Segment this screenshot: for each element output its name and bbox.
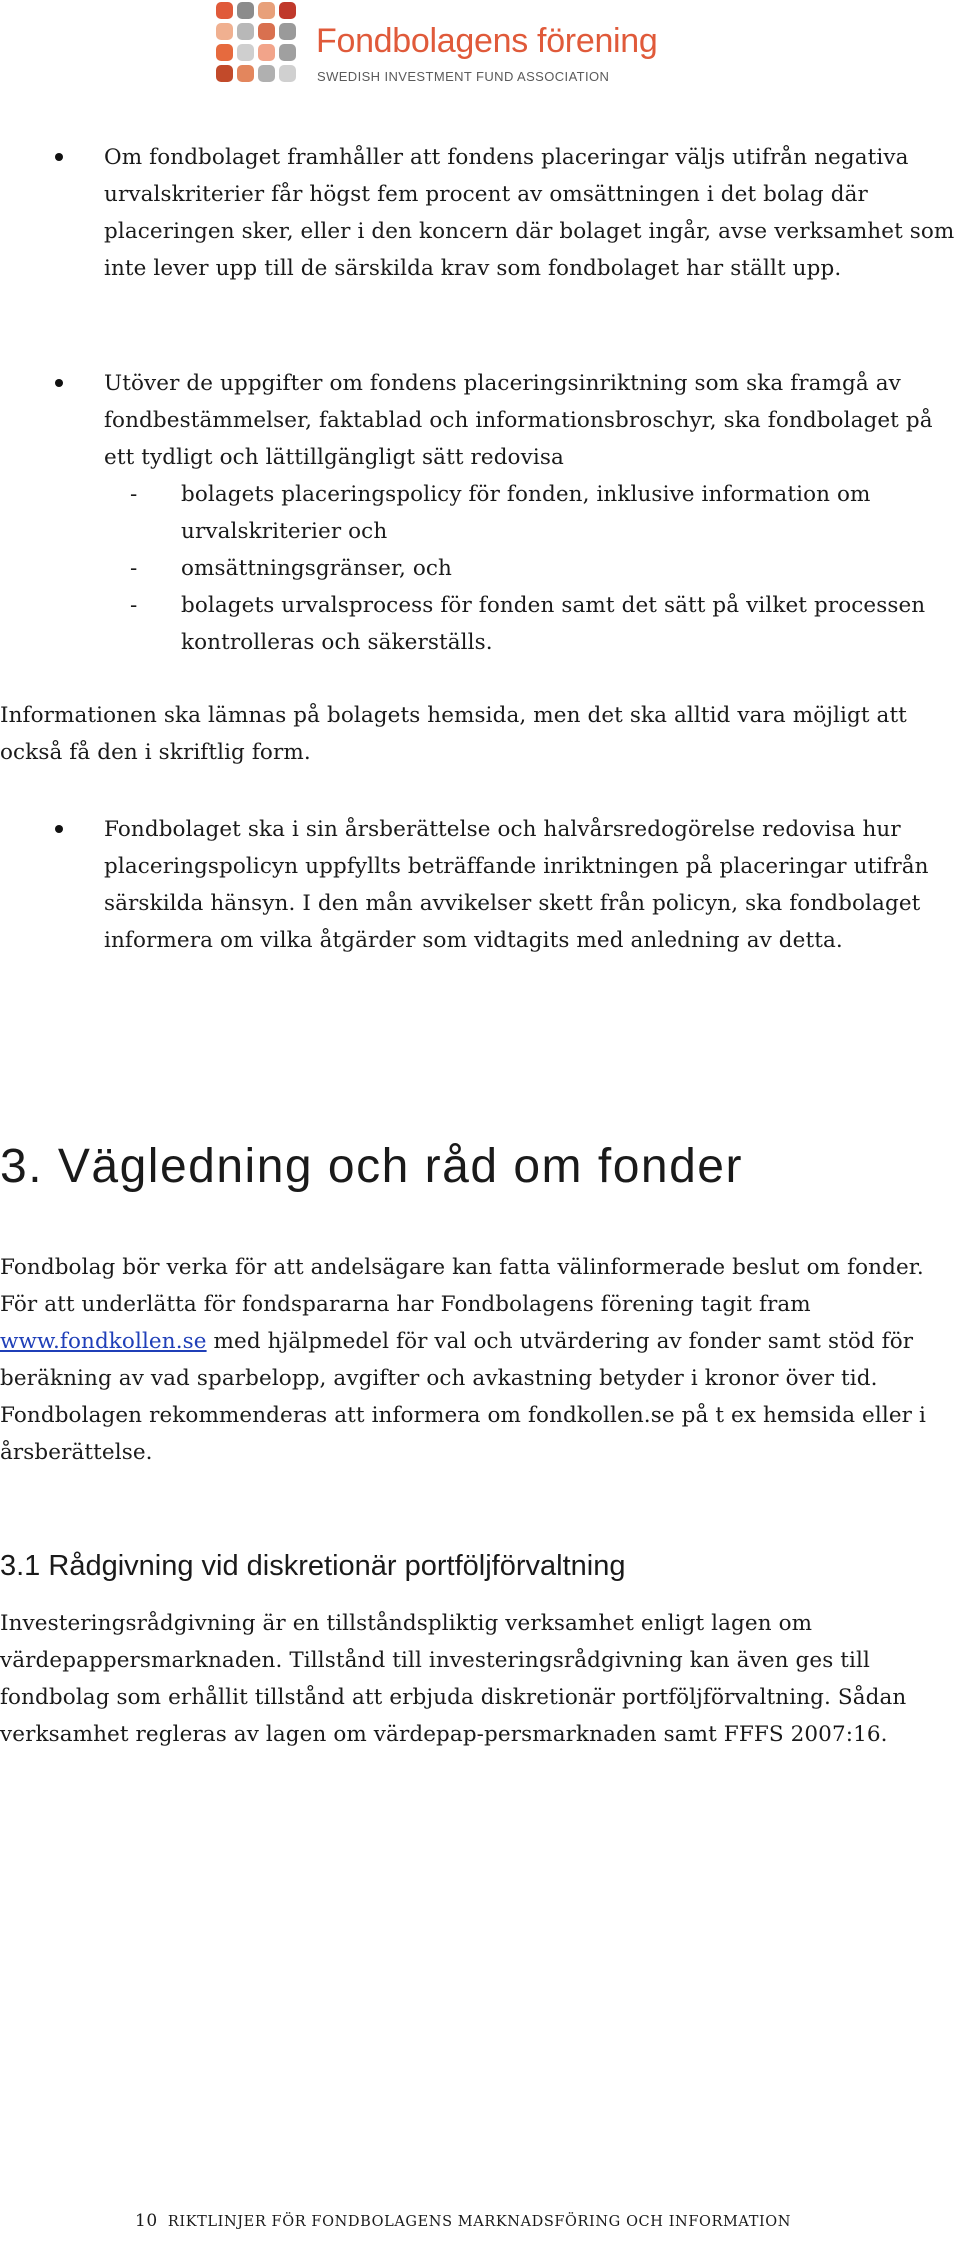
logo-square [279,2,296,19]
logo-square [216,23,233,40]
paragraph-info [0,697,960,771]
dash-marker: - [130,556,138,581]
logo-square [279,23,296,40]
section-31-paragraph [0,1605,960,1753]
footer-title: RIKTLINJER FÖR FONDBOLAGENS MARKNADSFÖRING OCH INFORMATION [167,2214,792,2230]
logo-square [258,23,275,40]
dash-text: bolagets placeringspolicy för fonden, inklusive information om urvalskriterier och [181,482,871,544]
bullet-text: Om fondbolaget framhåller att fondens placeringar väljs utifrån negativa urvalskriterier får högst fem procent av omsättningen i det bolag där placeringen sker, eller i den koncern där bolaget ingår, avse verksamhet som inte lever upp till de särskilda krav som fondbolaget har ställt upp. [104,145,955,281]
fondkollen-link[interactable]: www.fondkollen.se [0,1329,207,1354]
logo-square [237,65,254,82]
logo-square [258,2,275,19]
page-footer [135,2211,791,2231]
paragraph-text-part: Fondbolag bör verka för att andelsägare kan fatta välinformerade beslut om fonder. För att underlätta för fondspararna har Fondbolagens förening tagit fram [0,1255,924,1317]
logo-mark [216,2,296,82]
dash-text: bolagets urvalsprocess för fonden samt det sätt på vilket processen kontrolleras och säkerställs. [181,593,926,655]
logo-square [216,2,233,19]
logo-square [237,23,254,40]
paragraph-text: Informationen ska lämnas på bolagets hemsida, men det ska alltid vara möjligt att också få den i skriftlig form. [0,703,907,765]
logo-square [258,65,275,82]
logo-square [216,44,233,61]
page-number: 10 [135,2211,158,2231]
logo-square [279,44,296,61]
dash-marker: - [130,482,138,507]
bullet-icon [55,379,63,387]
section-3-paragraph [0,1249,960,1471]
section-heading: 3. Vägledning och råd om fonder [0,1140,743,1193]
logo-square [279,65,296,82]
dash-marker: - [130,593,138,618]
subsection-heading: 3.1 Rådgivning vid diskretionär portföljförvaltning [0,1550,626,1582]
bullet-text: Fondbolaget ska i sin årsberättelse och halvårsredogörelse redovisa hur placeringspolicyn uppfyllts beträffande inriktningen på placeringar utifrån särskilda hänsyn. I den mån avvikelser skett från policyn, ska fondbolaget informera om vilka åtgärder som vidtagits med anledning av detta. [104,817,929,953]
bullet-text: Utöver de uppgifter om fondens placeringsinriktning som ska framgå av fondbestämmelser, faktablad och informationsbroschyr, ska fondbolaget på ett tydligt och lättillgängligt sätt redovisa [104,371,933,470]
bullet-icon [55,153,63,161]
paragraph-text [0,1249,945,1471]
paragraph-text-part: med hjälpmedel för val och utvärdering av fonder samt stöd för beräkning av vad sparbelopp, avgifter och avkastning betyder i kronor över tid. Fondbolagen rekommenderas att informera om fondkollen.se på t ex hemsida eller i årsberättelse. [0,1329,926,1465]
logo-subtitle: SWEDISH INVESTMENT FUND ASSOCIATION [317,69,610,84]
logo-square [216,65,233,82]
dash-text: omsättningsgränser, och [181,556,453,581]
logo [216,0,658,92]
logo-square [258,44,275,61]
logo-title: Fondbolagens förening [316,22,658,60]
paragraph-text: Investeringsrådgivning är en tillståndspliktig verksamhet enligt lagen om värdepappersmarknaden. Tillstånd till investeringsrådgivning kan även ges till fondbolag som erhållit tillstånd att erbjuda diskretionär portföljförvaltning. Sådan verksamhet regleras av lagen om värdepap-persmarknaden samt FFFS 2007:16. [0,1611,907,1747]
logo-square [237,2,254,19]
logo-square [237,44,254,61]
bullet-icon [55,825,63,833]
